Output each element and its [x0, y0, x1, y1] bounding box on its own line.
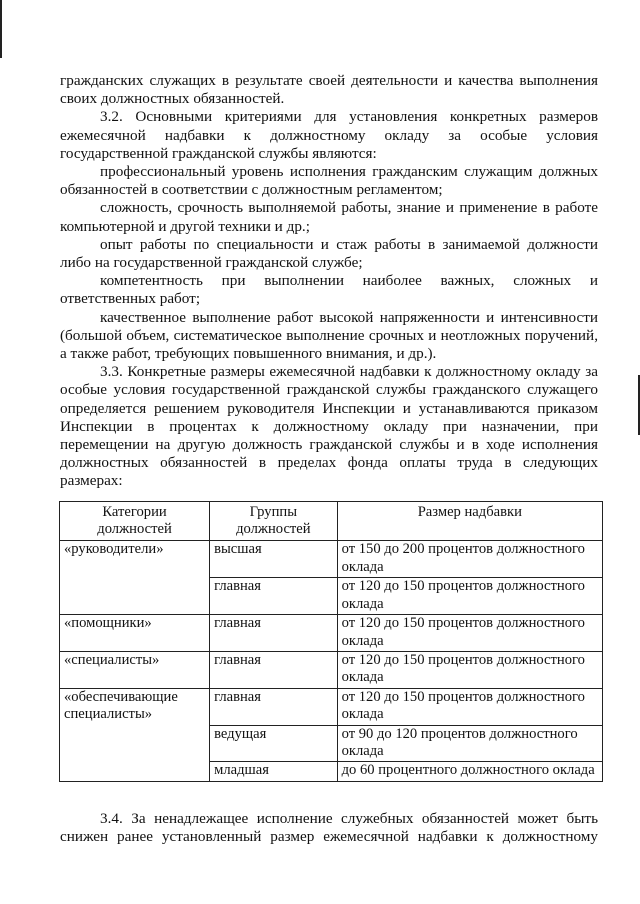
- cell-amount: от 90 до 120 процентов должностного оклада: [337, 725, 602, 762]
- paragraph-3-2: 3.2. Основными критериями для установления конкретных размеров ежемесячной надбавки к должностному окладу за особые условия государственной гражданской службы являются:: [60, 108, 598, 162]
- cell-amount: до 60 процентного должностного оклада: [337, 762, 602, 781]
- criterion-competence: компетентность при выполнении наиболее важных, сложных и ответственных работ;: [60, 272, 598, 308]
- cell-amount: от 150 до 200 процентов должностного оклада: [337, 541, 602, 578]
- paragraph-3-3: 3.3. Конкретные размеры ежемесячной надбавки к должностному окладу за особые условия государственной гражданской службы гражданского служащего определяется решением руководителя Инспекции и устанавливаются приказом Инспекции в процентах к должностному окладу при назначении, при перемещении на другую должность гражданской службы и в ходе исполнения должностных обязанностей в пределах фонда оплаты труда в следующих размерах:: [60, 363, 598, 490]
- cell-amount: от 120 до 150 процентов должностного оклада: [337, 688, 602, 725]
- criterion-professional-level: профессиональный уровень исполнения гражданским служащим должных обязанностей в соответствии с должностным регламентом;: [60, 163, 598, 199]
- paragraph-3-4: 3.4. За ненадлежащее исполнение служебных обязанностей может быть снижен ранее установленный размер ежемесячной надбавки к должностному: [60, 809, 598, 845]
- header-group: Группы должностей: [210, 501, 338, 541]
- table-row: [60, 688, 603, 725]
- allowance-table: [59, 501, 603, 782]
- cell-group: ведущая: [210, 725, 338, 762]
- cell-group: главная: [210, 615, 338, 652]
- criterion-experience: опыт работы по специальности и стаж работы в занимаемой должности либо на государственной гражданской службе;: [60, 235, 598, 272]
- cell-group: главная: [210, 578, 338, 615]
- cell-category: «помощники»: [60, 615, 210, 652]
- table-row: [60, 541, 603, 578]
- table-header-row: [60, 501, 603, 541]
- cell-group: младшая: [210, 762, 338, 781]
- table-row: [60, 651, 603, 688]
- cell-category: «обеспечивающие специалисты»: [60, 688, 210, 781]
- cell-group: главная: [210, 688, 338, 725]
- criterion-complexity: сложность, срочность выполняемой работы, знание и применение в работе компьютерной и другой техники и др.;: [60, 199, 598, 235]
- header-amount: Размер надбавки: [337, 501, 602, 541]
- paragraph-continuation: гражданских служащих в результате своей деятельности и качества выполнения своих должностных обязанностей.: [60, 72, 598, 108]
- cell-group: высшая: [210, 541, 338, 578]
- document-page: [60, 72, 598, 846]
- cell-amount: от 120 до 150 процентов должностного оклада: [337, 578, 602, 615]
- table-row: [60, 615, 603, 652]
- cell-category: «специалисты»: [60, 651, 210, 688]
- spacer: [60, 782, 598, 810]
- scan-edge-mark-left: [0, 0, 2, 58]
- criterion-quality: качественное выполнение работ высокой напряженности и интенсивности (большой объем, систематическое выполнение срочных и неотложных поручений, а также работ, требующих повышенного внимания, и др.).: [60, 308, 598, 363]
- cell-group: главная: [210, 651, 338, 688]
- cell-category: «руководители»: [60, 541, 210, 615]
- header-category: Категории должностей: [60, 501, 210, 541]
- cell-amount: от 120 до 150 процентов должностного оклада: [337, 651, 602, 688]
- cell-amount: от 120 до 150 процентов должностного оклада: [337, 615, 602, 652]
